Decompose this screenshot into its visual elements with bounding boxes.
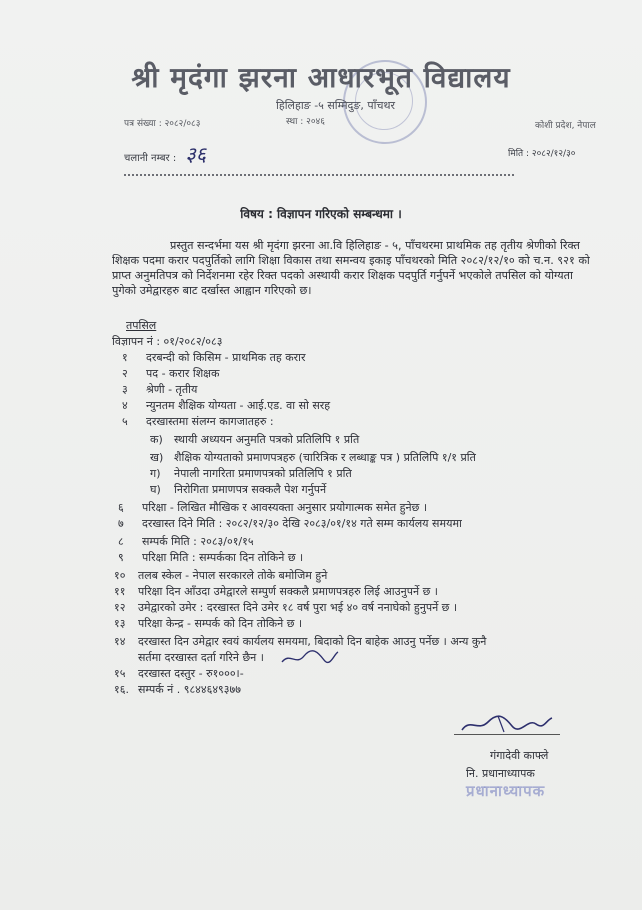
- province: कोशी प्रदेश, नेपाल: [535, 121, 596, 131]
- list-item-number: १०: [114, 569, 126, 582]
- signature-scribble: [458, 712, 554, 736]
- list-item-number: ५: [122, 415, 128, 428]
- list-item: [122, 350, 306, 365]
- signer-name: गंगादेवी काफ्ले: [490, 749, 549, 762]
- list-item-text: निरोगिता प्रमाणपत्र सक्कलै पेश गर्नुपर्ने: [174, 483, 327, 496]
- subject-line: विषय : विज्ञापन गरिएको सम्बन्धमा ।: [240, 207, 402, 221]
- list-heading: तपसिल: [126, 319, 157, 332]
- list-item: [114, 584, 438, 599]
- list-item: [122, 398, 330, 413]
- list-item-text: नेपाली नागरिता प्रमाणपत्रको प्रतिलिपि १ प्रति: [174, 467, 352, 480]
- list-item-number: १२: [114, 601, 126, 614]
- signer-designation: नि. प्रधानाध्यापक: [466, 767, 535, 780]
- list-item-number: ४: [122, 399, 128, 412]
- list-item: [150, 482, 326, 497]
- list-item-number: ८: [118, 535, 124, 548]
- list-item: [114, 568, 327, 583]
- list-item-number: ग): [150, 467, 161, 480]
- school-name: श्री मृदंगा झरना आधारभूत विद्यालय: [131, 61, 511, 94]
- list-item: [118, 534, 254, 549]
- list-item-text: तलब स्केल - नेपाल सरकारले तोके बमोजिम हुने: [138, 569, 328, 582]
- list-item-number: २: [122, 367, 128, 380]
- list-item-text: शैक्षिक योग्यताको प्रमाणपत्रहरु (चारित्रिक र लब्धाङ्क पत्र ) प्रतिलिपि १/१ प्रति: [174, 451, 476, 464]
- list-item-text: न्युनतम शैक्षिक योग्यता - आई.एड. वा सो सरह: [146, 399, 331, 412]
- list-item-text: परिक्षा मिति : सम्पर्कका दिन तोकिने छ ।: [142, 551, 304, 564]
- list-item-text: दरखास्त दिने मिति : २०८२/१२/३० देखि २०८३/०१/१४ गते सम्म कार्यलय समयमा: [142, 517, 462, 530]
- list-item: [118, 516, 462, 531]
- list-item-text: परिक्षा - लिखित मौखिक र आवस्यक्ता अनुसार प्रयोगात्मक समेत हुनेछ ।: [142, 501, 427, 514]
- list-item-number: ६: [118, 501, 124, 514]
- list-item-text: परिक्षा केन्द्र - सम्पर्क को दिन तोकिने छ ।: [138, 617, 303, 630]
- body-paragraph: प्रस्तुत सन्दर्भमा यस श्री मृदंगा झरना आ.वि हिलिहाङ - ५, पाँचथरमा प्राथमिक तह तृतीय श्रेणीको रिक्त शिक्षक पदमा करार पदपुर्तिको लागि शिक्षा विकास तथा समन्वय इकाइ पाँचथरको मिति २०८२/१२/१० को च.न. ९२१ को प्राप्त अनुमतिपत्र को निर्देशनमा रहेर रिक्त पदको अस्थायी करार शिक्षक पदपुर्ति गर्नुपर्ने भएकोले तपसिल को योग्यता पुगेको उमेद्वारहरु बाट दर्खास्त आह्वान गरिएको छ।: [112, 239, 590, 297]
- list-item-number: घ): [150, 483, 161, 496]
- list-item-number: ११: [114, 585, 126, 598]
- list-item: [114, 634, 486, 649]
- list-item: [118, 550, 303, 565]
- list-item-text: सम्पर्क नं . ९८४४६४९३७७: [138, 683, 241, 696]
- list-item: [150, 432, 359, 447]
- list-item: [122, 366, 220, 381]
- list-item: [114, 616, 302, 631]
- reference-number: पत्र संख्या : २०८२/०८३: [124, 119, 201, 129]
- dotted-divider: [124, 174, 514, 176]
- list-item-number: १३: [114, 617, 126, 630]
- list-item-text: दरखास्तमा संलग्न कागजातहरु :: [146, 415, 274, 428]
- list-item: [114, 682, 241, 697]
- dispatch-number: [124, 140, 206, 167]
- list-item-text: सर्तमा दरखास्त दर्ता गरिने छैन ।: [138, 651, 264, 664]
- list-item-number: १५: [114, 667, 126, 680]
- school-address: हिलिहाङ -५ सम्मिदुङ, पाँचथर: [276, 99, 395, 112]
- list-item-number: १: [122, 351, 128, 364]
- established-year: स्था : २०४६: [286, 117, 325, 127]
- list-item-text: दरखास्त दस्तुर - रु१०००।-: [138, 667, 244, 680]
- list-item-text: परिक्षा दिन आँउदा उमेद्वारले सम्पुर्ण सक्कलै प्रमाणपत्रहरु लिई आउनुपर्ने छ ।: [138, 585, 438, 598]
- list-item-number: क): [150, 433, 163, 446]
- headteacher-stamp: प्रधानाध्यापक: [466, 782, 546, 800]
- list-item-number: ९: [118, 551, 124, 564]
- list-item-number: ३: [122, 383, 128, 396]
- list-item: [122, 414, 274, 429]
- list-item-text: उमेद्वारको उमेर : दरखास्त दिने उमेर १८ वर्ष पुरा भई ४० वर्ष ननाघेको हुनुपर्ने छ ।: [138, 601, 458, 614]
- signature-line: [454, 734, 560, 735]
- list-item-number: ख): [150, 451, 164, 464]
- list-item-number: १४: [114, 635, 126, 648]
- letter-date: मिति : २०८२/१२/३०: [508, 149, 576, 159]
- list-item: [114, 650, 264, 665]
- list-item-text: पद - करार शिक्षक: [146, 367, 220, 380]
- dispatch-label: चलानी नम्बर :: [124, 153, 177, 164]
- list-item-text: सम्पर्क मिति : २०८३/०१/१५: [142, 535, 254, 548]
- list-item-number: ७: [118, 517, 124, 530]
- list-item-text: स्थायी अध्ययन अनुमति पत्रको प्रतिलिपि १ प्रति: [174, 433, 360, 446]
- list-item: [150, 466, 352, 481]
- list-item-number: १६.: [114, 683, 129, 696]
- list-item-text: दरखास्त दिन उमेद्वार स्वयं कार्यलय समयमा, बिदाको दिन बाहेक आउनु पर्नेछ । अन्य कुनै: [138, 635, 487, 648]
- dispatch-value: ३६: [185, 142, 207, 166]
- list-item-text: श्रेणी - तृतीय: [146, 383, 198, 396]
- list-item: [122, 382, 197, 397]
- list-item-text: दरबन्दी को किसिम - प्राथमिक तह करार: [146, 351, 306, 364]
- list-item: [118, 500, 427, 515]
- notice-number: विज्ञापन नं : ०१/२०८२/०८३: [112, 335, 223, 348]
- list-item: [114, 600, 457, 615]
- initial-scribble: [280, 648, 340, 668]
- list-item: [114, 666, 244, 681]
- list-item: [150, 450, 476, 465]
